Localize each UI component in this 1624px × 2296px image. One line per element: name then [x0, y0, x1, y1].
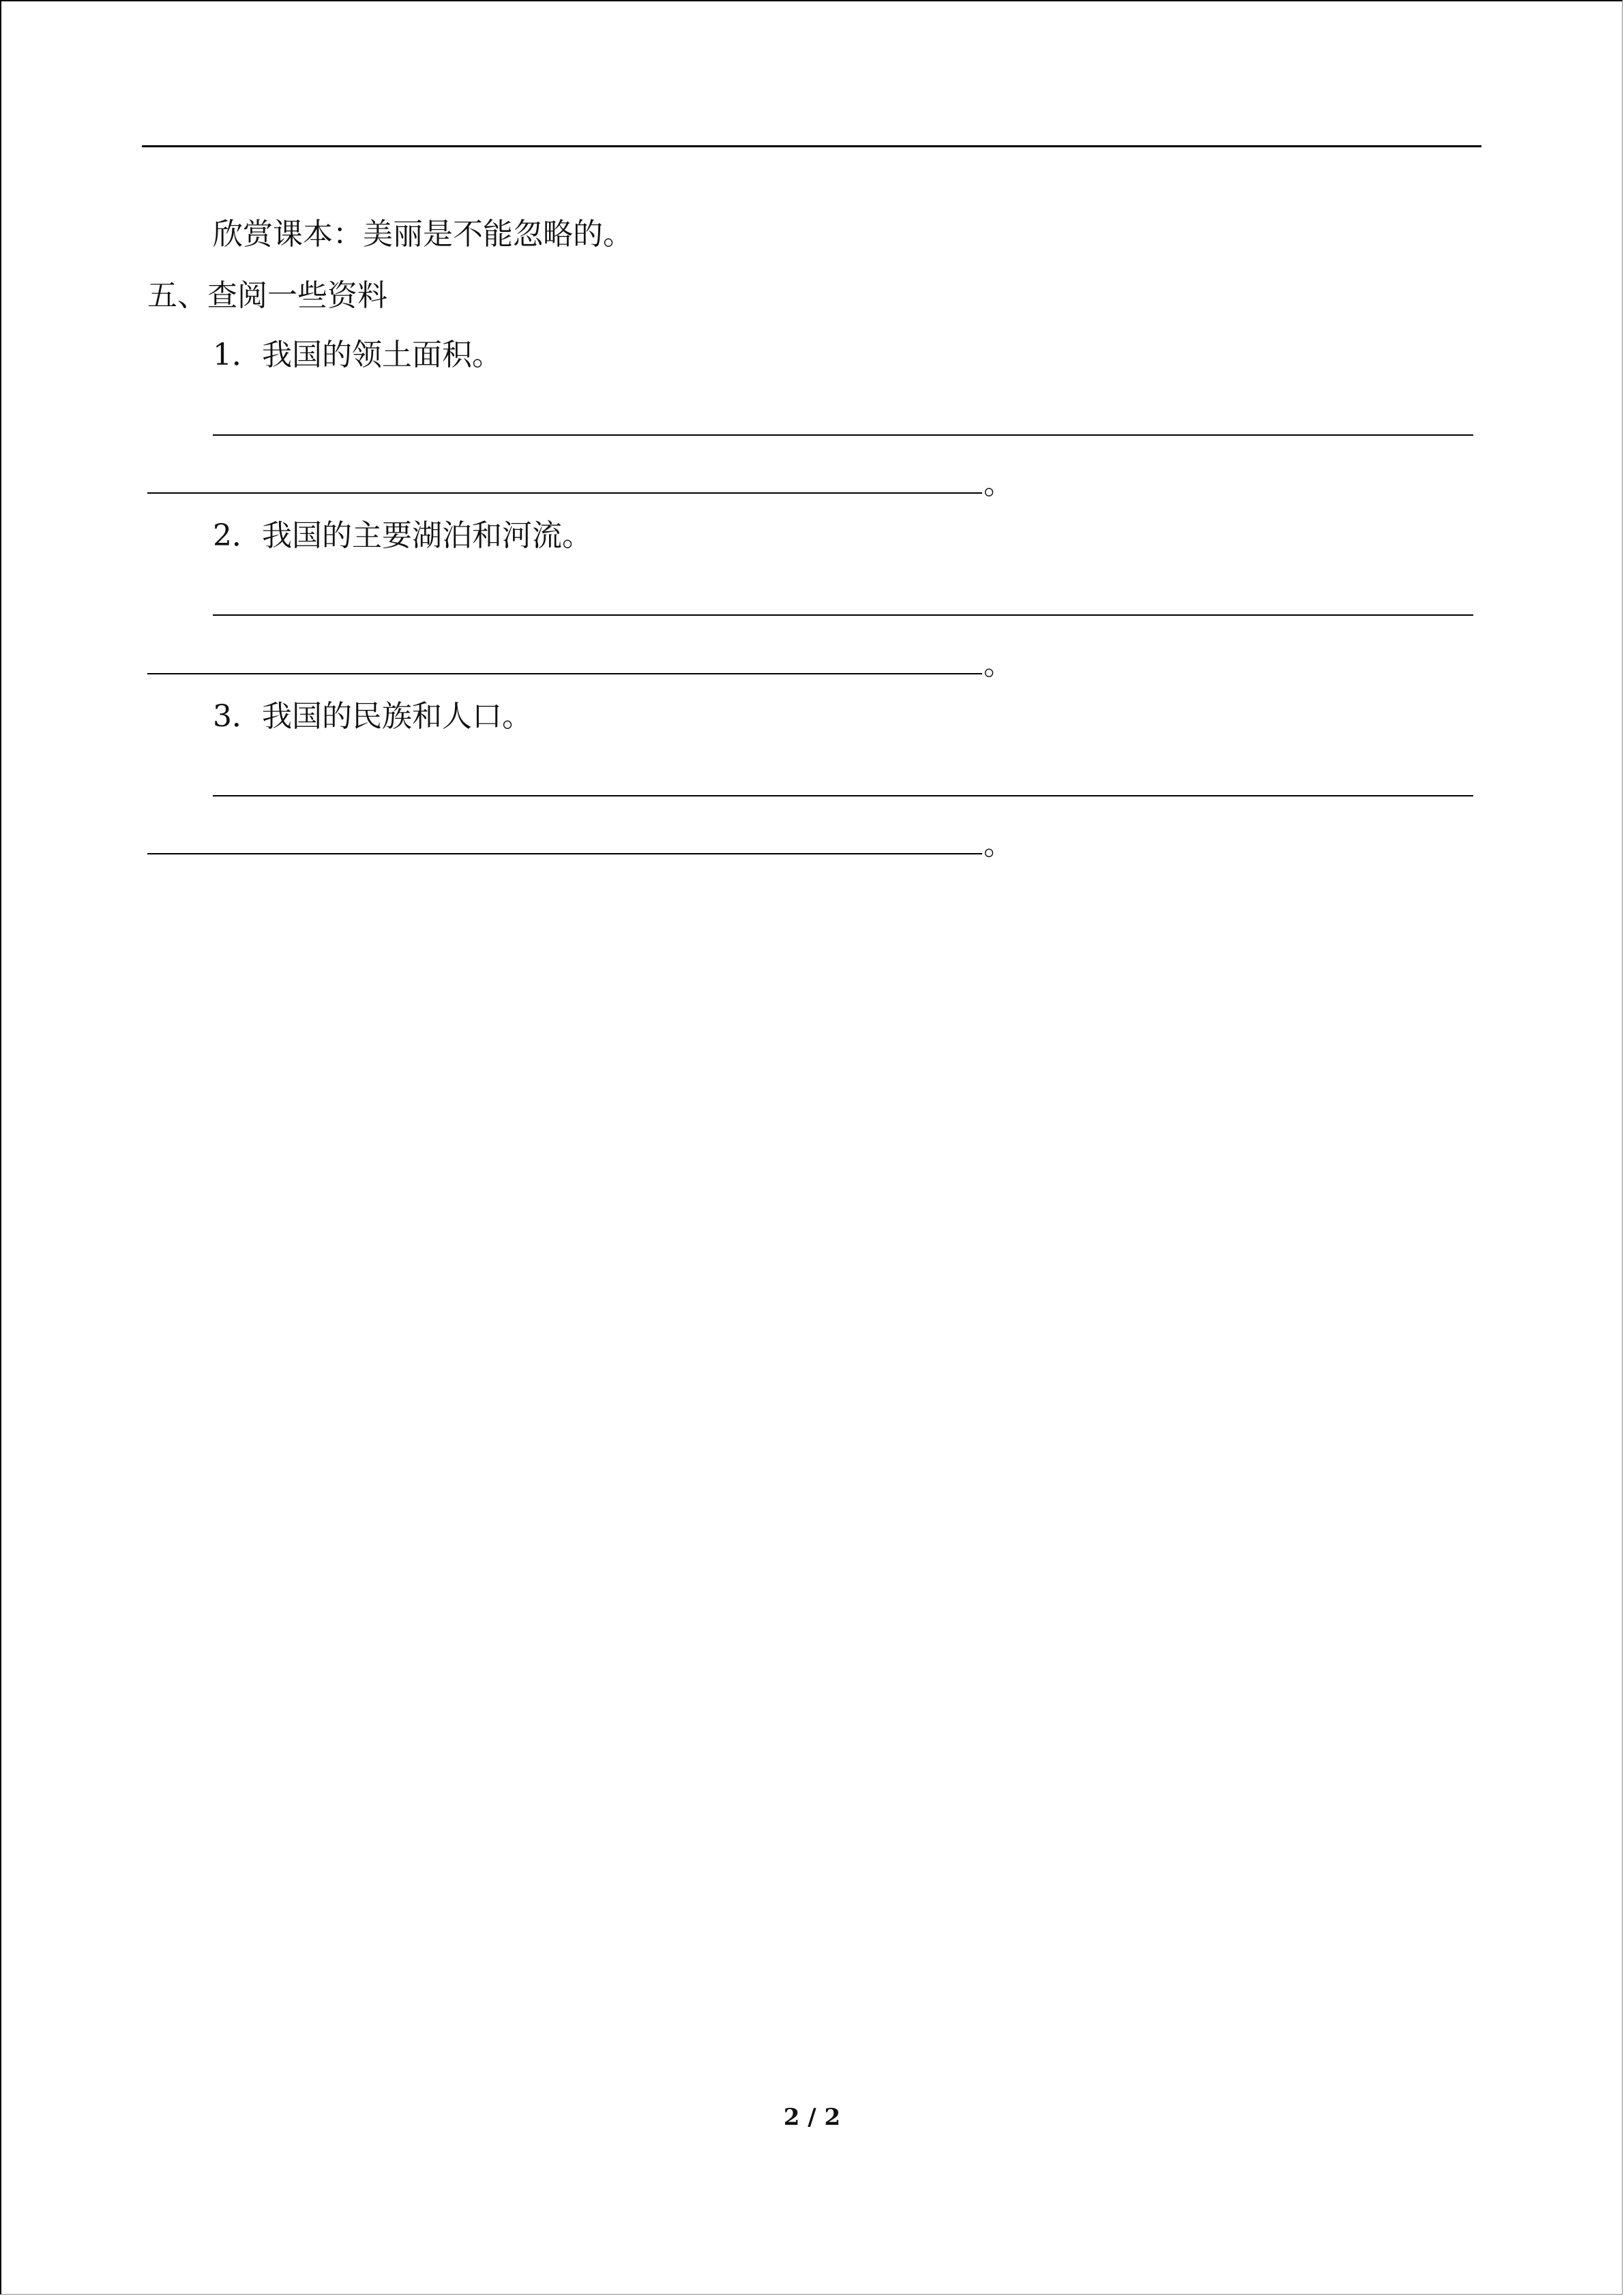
answer-1-blank-line-2[interactable] [147, 492, 982, 494]
answer-2-end-mark: 。 [984, 647, 1014, 682]
answer-1-blank-line-1[interactable] [213, 434, 1473, 436]
question-2-prompt: 2．我国的主要湖泊和河流。 [213, 518, 592, 553]
answer-1-end-mark: 。 [984, 466, 1014, 501]
header-rule [142, 145, 1481, 147]
answer-3-blank-line-2[interactable] [147, 853, 982, 854]
answer-2-blank-line-1[interactable] [213, 614, 1473, 616]
question-3-prompt: 3．我国的民族和人口。 [213, 699, 532, 734]
answer-3-blank-line-1[interactable] [213, 795, 1473, 796]
page-number: 2 / 2 [783, 2104, 841, 2131]
question-1-prompt: 1．我国的领土面积。 [213, 338, 502, 372]
answer-3-end-mark: 。 [984, 827, 1014, 862]
section-five-heading: 五、查阅一些资料 [147, 278, 387, 313]
appreciation-text: 欣赏课本：美丽是不能忽略的。 [213, 217, 633, 252]
answer-2-blank-line-2[interactable] [147, 673, 982, 674]
